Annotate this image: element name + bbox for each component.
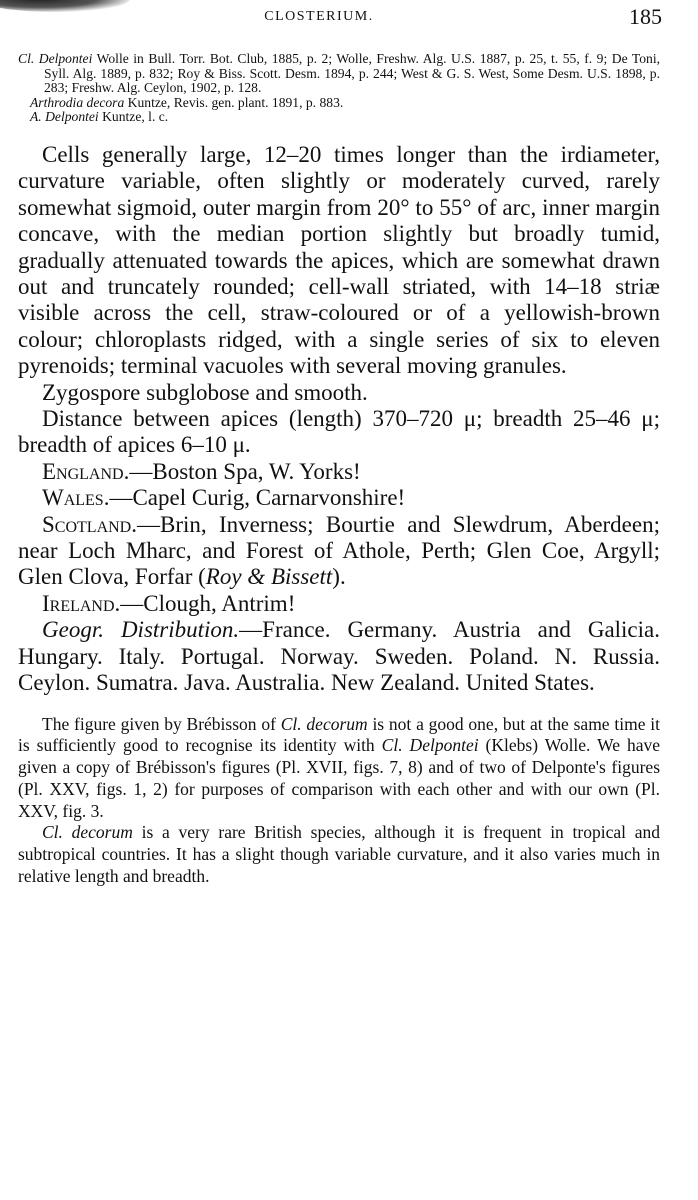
region-label: Ireland. [42,590,121,616]
dimensions: Distance between apices (length) 370–720 μ; breadth 25–46 μ; breadth of apices 6–10 μ. [18,406,660,458]
geographic-distribution [18,617,660,696]
cell-description: Cells generally large, 12–20 times longer than the irdiameter, curvature variable, often slightly or moderately curved, rarely somewhat sigmoid, outer margin from 20° to 55° of arc, inner margin concave, with the median portion slightly but broadly tumid, gradually attenuated towards the apices, which are somewhat drawn out and truncately rounded; cell-wall striated, with 14–18 striæ visible across the cell, straw-coloured or of a yellowish-brown colour; chloroplasts ridged, with a single series of six to eleven pyrenoids; terminal vacuoles with several moving granules. [18,141,660,379]
region-label: Scotland. [42,511,137,537]
taxon-name: Cl. Delpontei [381,735,479,756]
synonym-name: Cl. Delpontei [18,51,93,66]
synonym-citation: Kuntze, l. c. [98,109,169,125]
synonym-citation: Kuntze, Revis. gen. plant. 1891, p. 883. [124,94,344,110]
synonym-entry [18,52,660,96]
commentary-text: The figure given by Brébisson of [42,713,281,734]
distribution-text: —France. Germany. Austria and Galicia. Hungary. Italy. Portugal. Norway. Sweden. Poland. N. Russia. Ceylon. Sumatra. Java. Australia. New Zealand. United States. [18,617,660,696]
authors: Roy & Bissett [205,564,333,590]
synonym-entry [18,110,660,125]
running-title: CLOSTERIUM. [264,9,374,24]
synonymy-block [18,52,660,125]
distribution-label: Geogr. Distribution. [42,617,240,643]
locality-wales [18,485,660,511]
commentary [18,714,660,888]
synonym-name: A. Delpontei [30,109,99,125]
zygospore-description: Zygospore subglobose and smooth. [42,379,368,405]
commentary-text: is a very rare British species, although it is frequent in tropical and subtropical countries. It has a slight though variable curvature, and it also varies much in relative length and breadth. [18,822,660,887]
page-number: 185 [629,4,662,29]
locality-text-close: ). [332,564,346,590]
commentary-paragraph [18,822,660,887]
locality-text: —Clough, Antrim! [120,590,296,616]
synonym-entry [18,96,660,111]
page-header [18,0,660,44]
locality-text: —Boston Spa, W. Yorks! [129,458,361,484]
locality-ireland [18,591,660,617]
locality-scotland [18,512,660,591]
region-label: Wales. [42,485,110,511]
book-page [18,0,660,888]
species-description [18,142,660,697]
locality-text: —Capel Curig, Carnarvonshire! [109,485,406,511]
taxon-name: Cl. decorum [280,713,368,734]
locality-text: —Brin, Inverness; Bourtie and Slewdrum, Aberdeen; near Loch Mharc, and Forest of Athole, Perth; Glen Coe, Argyll; Glen Clova, Forfar ( [18,511,660,590]
synonym-name: Arthrodia decora [30,94,125,110]
synonym-citation: Wolle in Bull. Torr. Bot. Club, 1885, p. 2; Wolle, Freshw. Alg. U.S. 1887, p. 25, t. 55, f. 9; De Toni, Syll. Alg. 1889, p. 832; Roy & Biss. Scott. Desm. 1894, p. 244; West & G. S. West, Some Desm. U.S. 1898, p. 283; Freshw. Alg. Ceylon, 1902, p. 128. [44,51,661,96]
commentary-paragraph [18,714,660,823]
taxon-name: Cl. decorum [42,822,133,843]
commentary-text: (Klebs) Wolle. We have given a copy of Brébisson's figures (Pl. XVII, figs. 7, 8) and of two of Delponte's figures (Pl. XXV, figs. 1, 2) for purposes of comparison with each other and with our own (Pl. XXV, fig. 3. [18,735,660,821]
commentary-text: is not a good one, but at the same time it is sufficiently good to recognise its identity with [18,713,660,756]
region-label: England. [42,458,130,484]
locality-england [18,459,660,485]
